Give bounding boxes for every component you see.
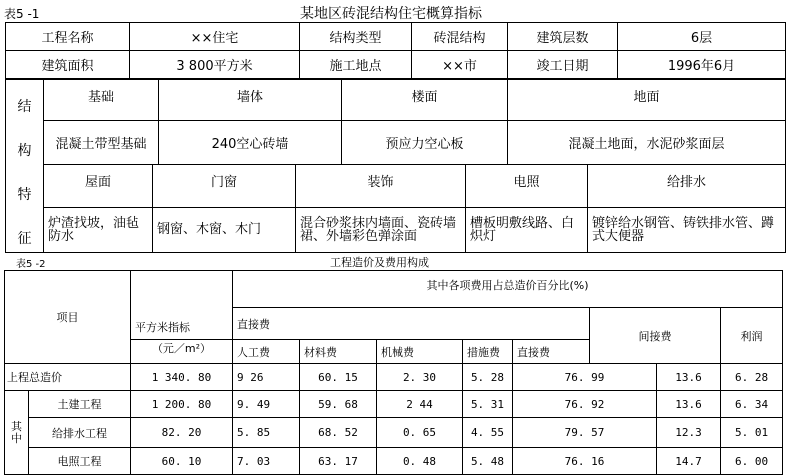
value-floor-slab: 预应力空心板: [342, 120, 508, 164]
value-doors-windows: 钢窗、木窗、木门: [153, 207, 296, 252]
cell-value: 13.6: [657, 364, 721, 391]
header-percentage: 其中各项费用占总造价百分比(%): [233, 271, 783, 308]
header-profit: 利润: [721, 308, 783, 364]
cell-value: 5. 85: [233, 418, 300, 448]
cell-value: 5. 31: [463, 391, 513, 418]
qizhong-label: [5, 391, 29, 475]
label-char-4: 征: [17, 231, 32, 247]
label-floor-area: 建筑面积: [6, 51, 130, 79]
row-name: 土建工程: [29, 391, 131, 418]
cell-value: 60. 15: [300, 364, 377, 391]
cell-value: 76. 92: [513, 391, 657, 418]
label-project-name: 工程名称: [6, 23, 130, 51]
cell-value: 4. 55: [463, 418, 513, 448]
value-decoration: 混合砂浆抹内墙面、瓷砖墙裙、外墙彩色弹涂面: [296, 207, 466, 252]
table-row: [5, 364, 783, 391]
cell-value: 6. 34: [721, 391, 783, 418]
cell-value: 5. 01: [721, 418, 783, 448]
value-floor-area: 3 800平方米: [130, 51, 300, 79]
value-roof: 炉渣找坡，油毡防水: [44, 207, 153, 252]
row-name: 电照工程: [29, 448, 131, 475]
table2-caption: 表5 -2: [16, 259, 46, 270]
cell-value: 12.3: [657, 418, 721, 448]
structure-index-table: [5, 22, 786, 79]
header-wall: 墙体: [159, 80, 342, 121]
cell-value: 14.7: [657, 448, 721, 475]
cell-value: 5. 28: [463, 364, 513, 391]
cell-value: 59. 68: [300, 391, 377, 418]
table2-title: 工程造价及费用构成: [330, 256, 429, 269]
header-roof: 屋面: [44, 164, 153, 207]
header-electric-lighting: 电照: [466, 164, 588, 207]
cell-value: 0. 65: [377, 418, 463, 448]
cell-value: 82. 20: [131, 418, 233, 448]
cell-value: 63. 17: [300, 448, 377, 475]
label-char-3: 特: [17, 187, 32, 203]
value-electric-lighting: 槽板明敷线路、白炽灯: [466, 207, 588, 252]
header-machinery: 机械费: [377, 340, 463, 364]
value-plumbing: 镀锌给水钢管、铸铁排水管、蹲式大便器: [588, 207, 786, 252]
label-structure-type: 结构类型: [300, 23, 412, 51]
header-ground: 地面: [508, 80, 786, 121]
label-char-1: 结: [17, 99, 32, 115]
cell-value: 79. 57: [513, 418, 657, 448]
value-project-name: ××住宅: [130, 23, 300, 51]
value-floors: 6层: [618, 23, 786, 51]
header-indirect-cost: 间接费: [590, 308, 721, 364]
cell-value: 76. 99: [513, 364, 657, 391]
header-floor-slab: 楼面: [342, 80, 508, 121]
label-site: 施工地点: [300, 51, 412, 79]
value-completion-date: 1996年6月: [618, 51, 786, 79]
header-direct-cost: 直接费: [513, 340, 590, 364]
cell-value: 1 340. 80: [131, 364, 233, 391]
value-foundation: 混凝土带型基础: [44, 120, 159, 164]
structure-feature-table: [5, 79, 786, 253]
cell-value: 6. 00: [721, 448, 783, 475]
cell-value: 1 200. 80: [131, 391, 233, 418]
header-doors-windows: 门窗: [153, 164, 296, 207]
cell-value: 0. 48: [377, 448, 463, 475]
row-name: 给排水工程: [29, 418, 131, 448]
value-ground: 混凝土地面，水泥砂浆面层: [508, 120, 786, 164]
header-direct-cost-group: 直接费: [233, 308, 590, 340]
row-name: 上程总造价: [5, 364, 131, 391]
qizhong-text: 其中: [11, 419, 22, 445]
cell-value: 9. 49: [233, 391, 300, 418]
cell-value: 7. 03: [233, 448, 300, 475]
header-labor: 人工费: [233, 340, 300, 364]
header-unit: （元／m²）: [131, 340, 233, 364]
header-decoration: 装饰: [296, 164, 466, 207]
cost-composition-table: [4, 270, 783, 475]
header-sqm-index: 平方米指标: [131, 271, 233, 340]
header-measures: 措施费: [463, 340, 513, 364]
cell-value: 60. 10: [131, 448, 233, 475]
table-row: [5, 418, 783, 448]
cell-value: 76. 16: [513, 448, 657, 475]
structure-feature-label: [6, 80, 44, 253]
cell-value: 13.6: [657, 391, 721, 418]
header-item: 项目: [5, 271, 131, 364]
cell-value: 2 44: [377, 391, 463, 418]
label-char-2: 构: [17, 143, 32, 159]
cell-value: 6. 28: [721, 364, 783, 391]
cell-value: 68. 52: [300, 418, 377, 448]
table1-caption: 表5 -1: [4, 7, 40, 21]
header-foundation: 基础: [44, 80, 159, 121]
label-floors: 建筑层数: [508, 23, 618, 51]
table-row: [5, 448, 783, 475]
value-structure-type: 砖混结构: [412, 23, 508, 51]
header-plumbing: 给排水: [588, 164, 786, 207]
table1-title: 某地区砖混结构住宅概算指标: [300, 6, 482, 22]
header-material: 材料费: [300, 340, 377, 364]
value-site: ××市: [412, 51, 508, 79]
value-wall: 240空心砖墙: [159, 120, 342, 164]
cell-value: 5. 48: [463, 448, 513, 475]
table-row: [5, 391, 783, 418]
cell-value: 9 26: [233, 364, 300, 391]
cell-value: 2. 30: [377, 364, 463, 391]
label-completion-date: 竣工日期: [508, 51, 618, 79]
